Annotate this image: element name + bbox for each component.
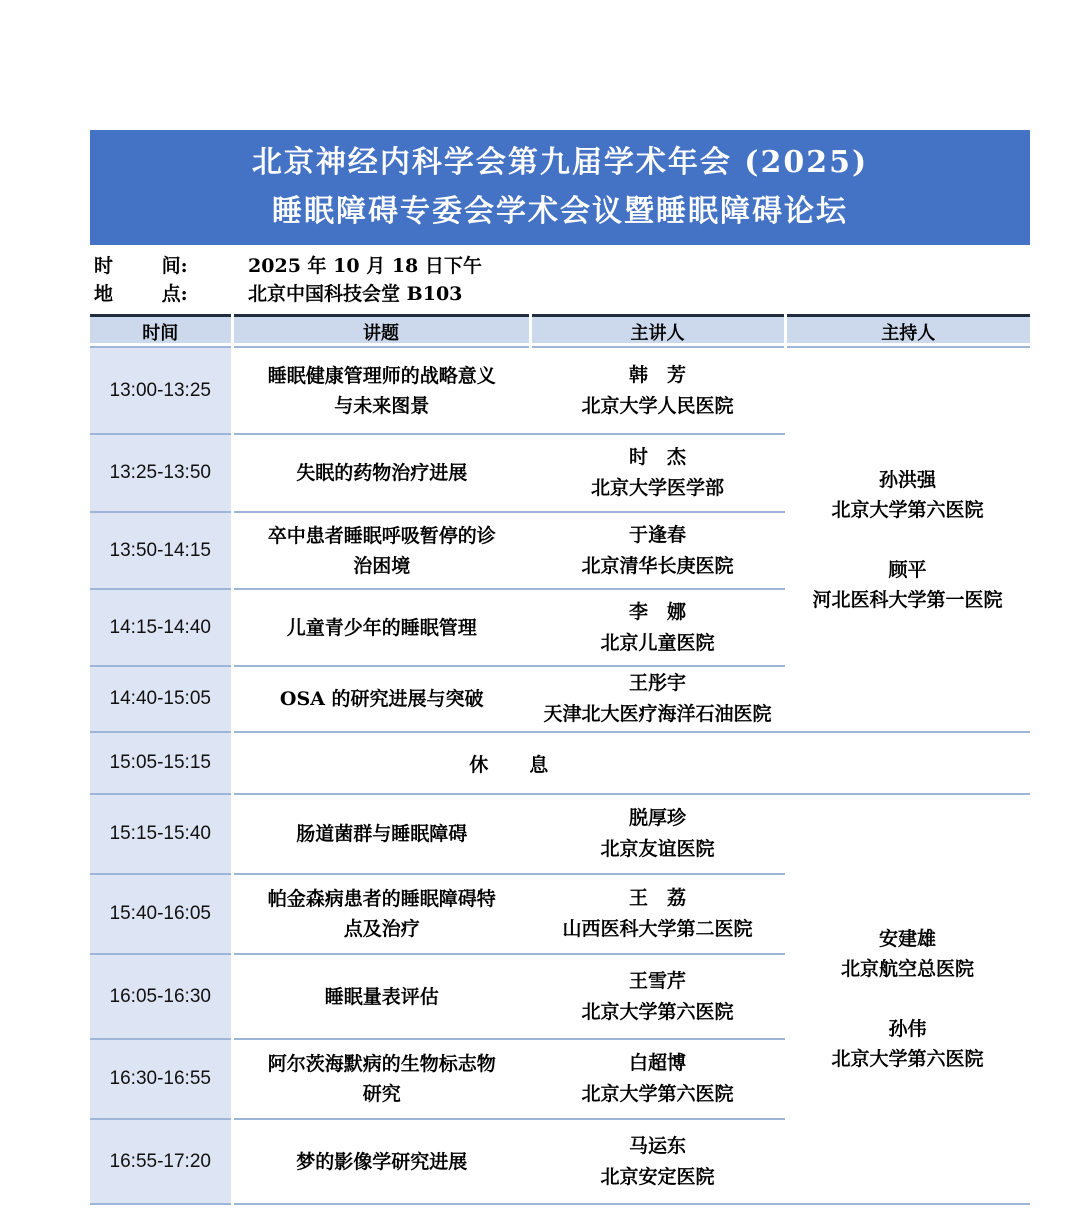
speaker-name: 王雪芹: [628, 969, 686, 992]
moderator-affiliation: 北京航空总医院: [840, 958, 974, 980]
speaker-affiliation: 北京友谊医院: [600, 838, 715, 860]
speaker-affiliation: 北京大学医学部: [590, 477, 724, 499]
speaker-cell: [530, 1119, 785, 1204]
speaker-name: 王彤宇: [628, 672, 686, 694]
speaker-affiliation: 北京安定医院: [600, 1165, 715, 1188]
meta-venue-row: [94, 280, 1030, 308]
header-row: [90, 316, 1030, 348]
table-row: [90, 732, 1030, 794]
header-cell-topic: 讲题: [232, 316, 530, 348]
meta-time-row: [94, 252, 1030, 280]
schedule-table: [90, 314, 1030, 1205]
moderator-name: 孙伟: [888, 1018, 927, 1040]
time-cell: 13:00-13:25: [90, 347, 232, 434]
topic-cell: 卒中患者睡眠呼吸暂停的诊治困境: [232, 512, 530, 589]
meta-block: [90, 245, 1030, 312]
header-cell-speaker: 主讲人: [530, 316, 785, 348]
header-cell-time: 时间: [90, 316, 232, 348]
topic-cell: 睡眠量表评估: [232, 954, 530, 1039]
moderator-name: 安建雄: [878, 928, 936, 950]
time-cell: 14:15-14:40: [90, 589, 232, 666]
conference-banner: [90, 130, 1030, 245]
speaker-cell: [530, 666, 785, 732]
speaker-cell: [530, 434, 785, 512]
moderator-group: [786, 555, 1029, 615]
topic-cell: 失眠的药物治疗进展: [232, 434, 530, 512]
moderator-affiliation: 北京大学第六医院: [831, 498, 984, 521]
document-content: [90, 130, 1030, 1205]
speaker-name: 于逢春: [628, 523, 686, 546]
topic-cell: 阿尔茨海默病的生物标志物研究: [232, 1039, 530, 1119]
moderator-cell: [785, 794, 1030, 1204]
time-cell: 16:05-16:30: [90, 954, 232, 1039]
time-cell: 13:25-13:50: [90, 434, 232, 512]
moderator-affiliation: 河北医科大学第一医院: [812, 588, 1003, 611]
speaker-name: 韩 芳: [628, 363, 686, 386]
table-row: [90, 347, 1030, 434]
moderator-group: [786, 465, 1029, 525]
moderator-affiliation: 北京大学第六医院: [831, 1048, 984, 1070]
time-cell: 16:55-17:20: [90, 1119, 232, 1204]
speaker-cell: [530, 347, 785, 434]
speaker-name: 王 荔: [628, 887, 686, 909]
meta-venue-value: 北京中国科技会堂 B103: [248, 283, 463, 305]
topic-cell: OSA 的研究进展与突破: [232, 666, 530, 732]
table-row: [90, 794, 1030, 874]
speaker-affiliation: 北京儿童医院: [600, 631, 715, 654]
topic-cell: 帕金森病患者的睡眠障碍特点及治疗: [232, 874, 530, 954]
speaker-affiliation: 山西医科大学第二医院: [562, 918, 753, 940]
speaker-cell: [530, 794, 785, 874]
banner-title-line2: 睡眠障碍专委会学术会议暨睡眠障碍论坛: [272, 193, 848, 229]
time-cell: 15:40-16:05: [90, 874, 232, 954]
moderator-name: 孙洪强: [878, 468, 936, 491]
speaker-affiliation: 北京大学人民医院: [581, 394, 734, 417]
speaker-cell: [530, 874, 785, 954]
moderator-group: [786, 1014, 1029, 1074]
moderator-cell-empty: [785, 732, 1030, 794]
topic-cell: 儿童青少年的睡眠管理: [232, 589, 530, 666]
speaker-name: 马运东: [628, 1134, 686, 1157]
speaker-affiliation: 北京大学第六医院: [581, 1083, 734, 1105]
time-cell: 15:05-15:15: [90, 732, 232, 794]
speaker-cell: [530, 512, 785, 589]
meta-time-value: 2025 年 10 月 18 日下午: [248, 255, 482, 277]
meta-venue-label: 地 点:: [94, 283, 188, 305]
speaker-cell: [530, 589, 785, 666]
header-cell-moderator: 主持人: [785, 316, 1030, 348]
speaker-affiliation: 北京大学第六医院: [581, 1000, 734, 1023]
speaker-affiliation: 北京清华长庚医院: [581, 554, 734, 577]
time-cell: 16:30-16:55: [90, 1039, 232, 1119]
speaker-name: 时 杰: [628, 446, 686, 468]
meta-time-label: 时 间:: [94, 255, 188, 277]
speaker-cell: [530, 1039, 785, 1119]
moderator-name: 顾平: [888, 558, 927, 581]
time-cell: 15:15-15:40: [90, 794, 232, 874]
banner-title-line1: 北京神经内科学会第九届学术年会 (2025): [251, 145, 869, 181]
speaker-cell: [530, 954, 785, 1039]
speaker-affiliation: 天津北大医疗海洋石油医院: [543, 703, 772, 725]
break-cell: 休 息: [232, 732, 785, 794]
topic-cell: 梦的影像学研究进展: [232, 1119, 530, 1204]
moderator-group: [786, 924, 1029, 984]
topic-cell: 肠道菌群与睡眠障碍: [232, 794, 530, 874]
time-cell: 13:50-14:15: [90, 512, 232, 589]
speaker-name: 李 娜: [628, 600, 686, 623]
speaker-name: 脱厚珍: [628, 807, 686, 829]
schedule-body: [90, 347, 1030, 1204]
time-cell: 14:40-15:05: [90, 666, 232, 732]
speaker-name: 白超博: [628, 1052, 686, 1074]
moderator-cell: [785, 347, 1030, 732]
topic-cell: 睡眠健康管理师的战略意义与未来图景: [232, 347, 530, 434]
